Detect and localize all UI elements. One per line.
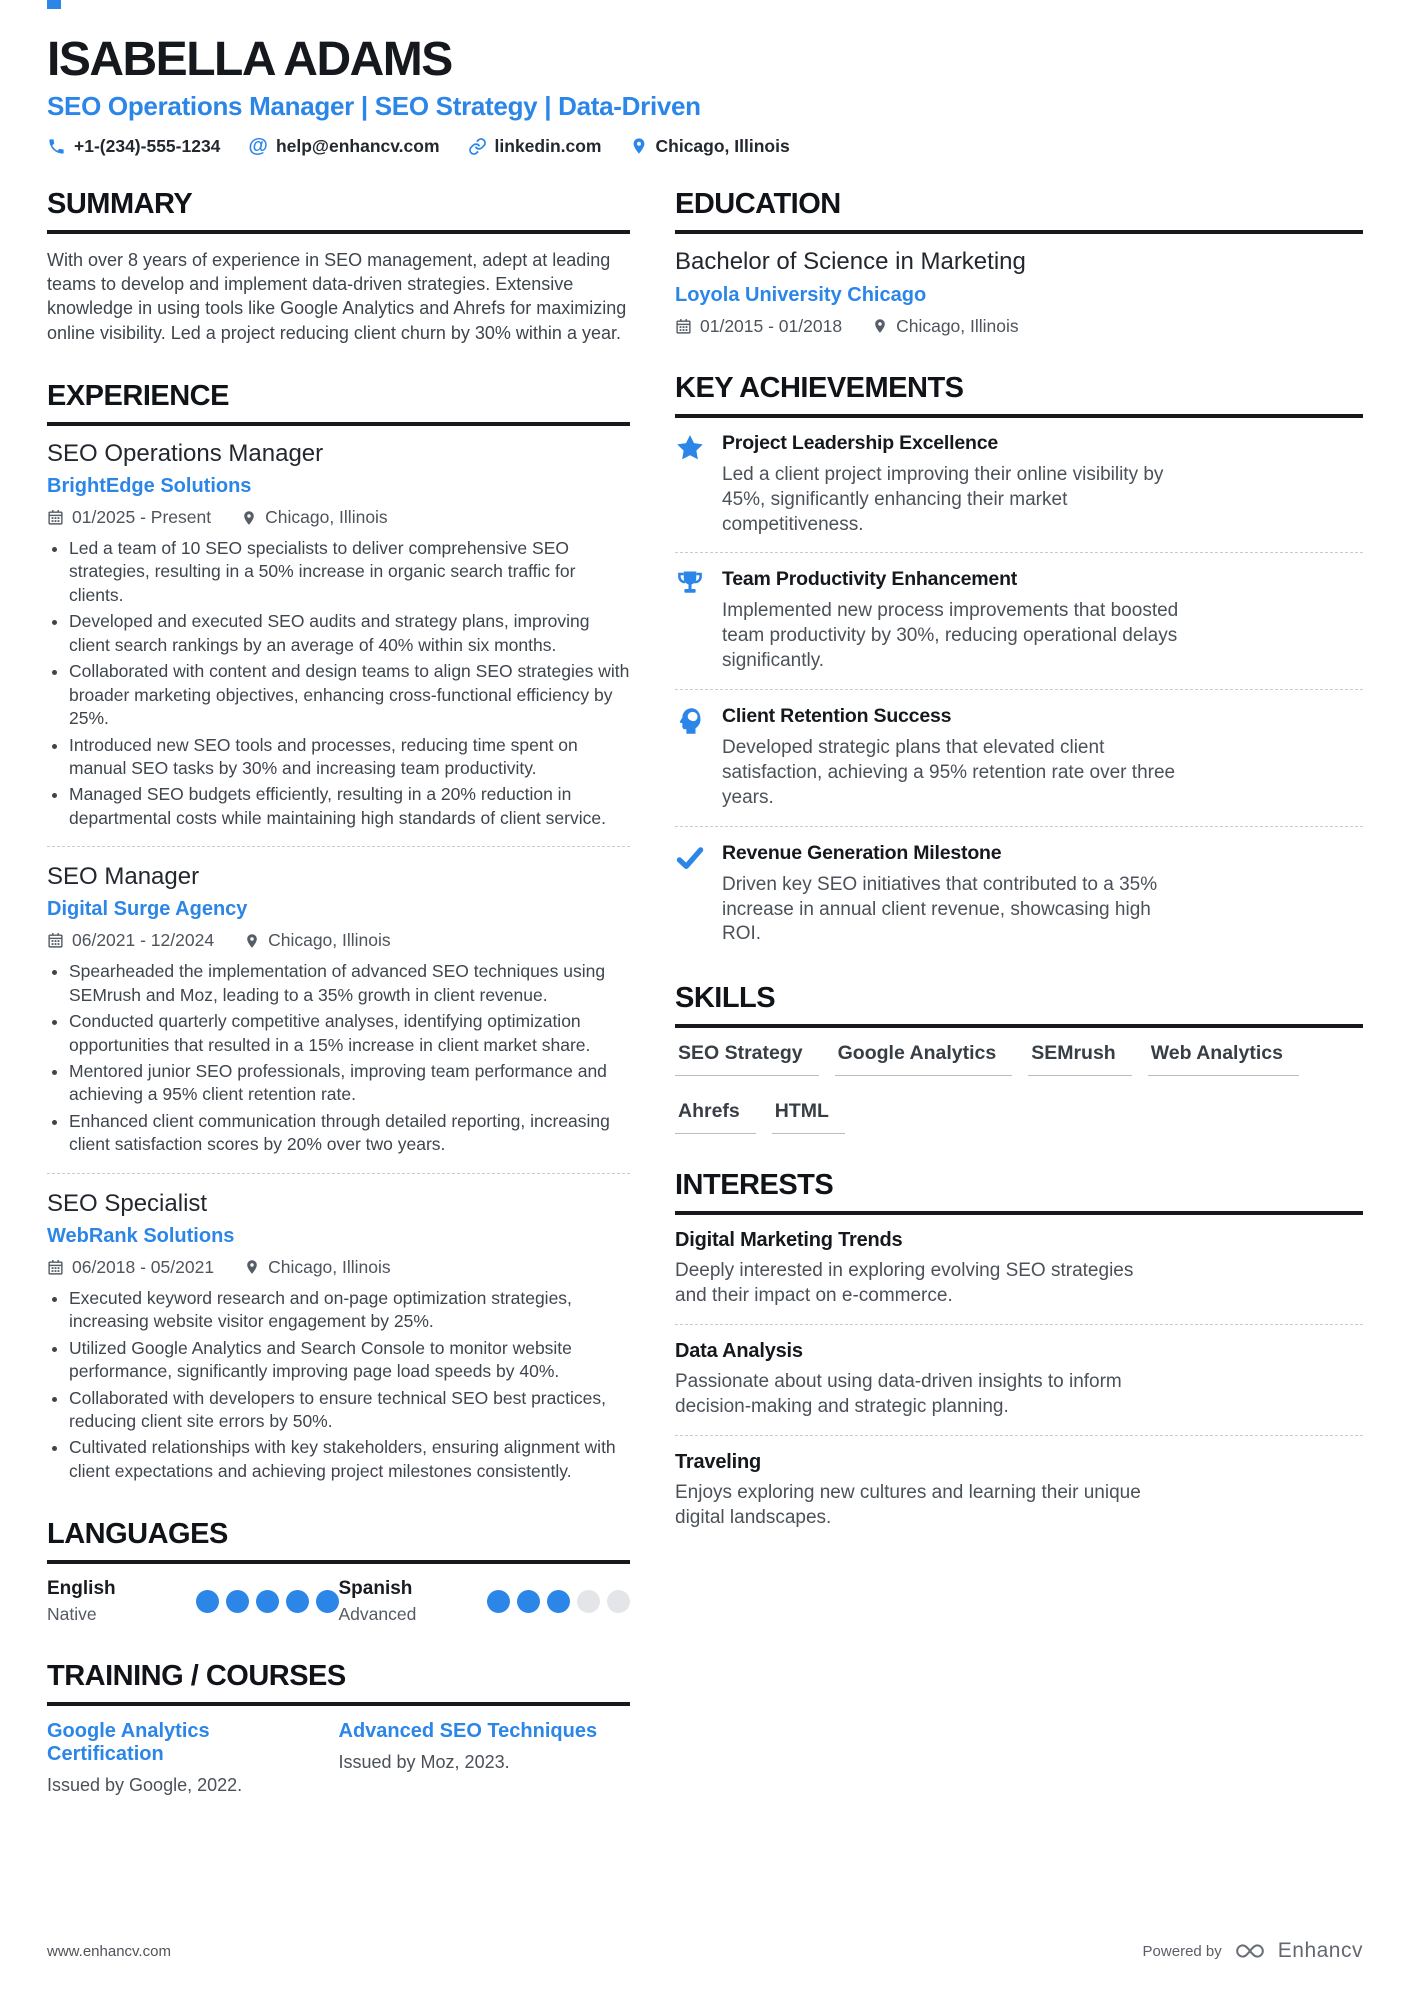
training-heading: TRAINING / COURSES [47,1660,630,1706]
languages-section [47,1518,630,1625]
languages-heading: LANGUAGES [47,1518,630,1564]
bullet: • Collaborated with developers to ensure technical SEO best practices, reducing client site errors by 50%. [69,1387,630,1434]
interest-title: Digital Marketing Trends [675,1229,903,1252]
job-location: Chicago, Illinois [268,1256,391,1277]
bullet: • Spearheaded the implementation of advanced SEO techniques using SEMrush and Moz, leading to a 35% growth in client revenue. [69,960,630,1007]
skill-tag: Google Analytics [835,1042,1013,1076]
header [47,34,1363,158]
experience-section [47,380,630,1483]
contact-link[interactable] [468,136,602,157]
achievement-title: Revenue Generation Milestone [722,841,1002,864]
bullet: • Cultivated relationships with key stakeholders, ensuring alignment with client expectations and achieving project milestones consistently. [69,1436,630,1483]
job-location: Chicago, Illinois [268,930,391,951]
location-pin-icon [244,1259,260,1275]
achievement-text: Driven key SEO initiatives that contributed to a 35% increase in annual client revenue, showcasing high ROI. [722,873,1158,945]
calendar-icon [47,509,64,526]
skill-tag: HTML [772,1100,845,1134]
right-column [675,188,1363,1831]
powered-by-label: Powered by [1142,1942,1222,1960]
course-title: Advanced SEO Techniques [338,1720,598,1743]
job-dates: 01/2025 - Present [72,507,212,528]
proficiency-dot [487,1590,510,1613]
enhancv-brand-text: Enhancv [1277,1939,1363,1962]
bullet: • Managed SEO budgets efficiently, resulting in a 20% reduction in departmental costs while maintaining high standards of client service. [69,783,630,830]
contact-row [47,135,1363,158]
phone-icon [47,137,66,156]
job-company: WebRank Solutions [47,1224,235,1247]
course-description: Issued by Moz, 2023. [338,1752,510,1773]
education-dates: 01/2015 - 01/2018 [700,315,843,336]
job-location: Chicago, Illinois [265,507,388,528]
powered-by[interactable] [1143,1937,1363,1965]
proficiency-dot [226,1590,249,1613]
phone-number: +1-(234)-555-1234 [74,135,221,156]
language-item [47,1578,339,1625]
bullet: • Led a team of 10 SEO specialists to deliver comprehensive SEO strategies, resulting in a 50% increase in organic search traffic for clients. [69,537,630,607]
at-icon: @ [248,134,268,157]
link-icon [468,137,487,156]
achievement-separator [675,689,1363,690]
summary-heading: SUMMARY [47,188,630,234]
job-company: BrightEdge Solutions [47,475,252,498]
job-title: SEO Manager [47,863,200,891]
bullet: • Developed and executed SEO audits and strategy plans, improving client search rankings by an average of 40% within six months. [69,610,630,657]
job-entry [47,1190,630,1484]
education-section [675,188,1363,337]
achievement-item [675,705,1363,811]
interest-title: Traveling [675,1450,762,1473]
school: Loyola University Chicago [675,283,927,306]
interest-text: Deeply interested in exploring evolving SEO strategies and their impact on e-commerce. [675,1260,1134,1307]
footer [47,1937,1363,1965]
calendar-icon [675,318,692,335]
language-level: Native [47,1604,97,1625]
location-pin-icon [241,510,257,526]
proficiency-dot [607,1590,630,1613]
job-dates: 06/2018 - 05/2021 [72,1256,215,1277]
interest-title: Data Analysis [675,1340,803,1363]
achievement-title: Project Leadership Excellence [722,431,998,454]
interests-heading: INTERESTS [675,1169,1363,1215]
job-separator [47,846,630,847]
skill-tag: SEMrush [1028,1042,1132,1076]
contact-location [630,136,790,157]
achievement-separator [675,552,1363,553]
person-name: ISABELLA ADAMS [47,33,452,86]
skill-tag: SEO Strategy [675,1042,819,1076]
achievement-item [675,432,1363,538]
education-location: Chicago, Illinois [896,315,1019,336]
job-entry [47,863,630,1157]
skills-heading: SKILLS [675,982,1363,1028]
contact-phone[interactable] [47,136,220,157]
proficiency-dot [316,1590,339,1613]
star-icon [675,432,705,538]
interest-text: Passionate about using data-driven insights to inform decision-making and strategic planning. [675,1371,1122,1417]
achievement-text: Led a client project improving their online visibility by 45%, significantly enhancing their market competitiveness. [722,463,1164,535]
location-pin-icon [244,933,260,949]
experience-heading: EXPERIENCE [47,380,630,426]
proficiency-dot [577,1590,600,1613]
link-text: linkedin.com [494,135,602,156]
location-text: Chicago, Illinois [655,135,790,156]
language-item [339,1578,631,1625]
achievements-section [675,372,1363,948]
course-item [339,1720,631,1796]
trophy-icon [675,568,705,674]
job-title: SEO Specialist [47,1189,208,1217]
language-level: Advanced [338,1604,417,1625]
language-name: English [47,1578,116,1600]
proficiency-dot [286,1590,309,1613]
bullet: • Enhanced client communication through detailed reporting, increasing client satisfaction scores by 20% over two years. [69,1110,630,1157]
course-item [47,1720,339,1796]
location-pin-icon [872,318,888,334]
bullet: • Collaborated with content and design teams to align SEO strategies with broader marketing objectives, enhancing cross-functional efficiency by 25%. [69,660,630,730]
language-proficiency-dots [196,1590,339,1613]
location-pin-icon [630,137,648,155]
left-column [47,188,630,1831]
bullet: • Conducted quarterly competitive analyses, identifying optimization opportunities that resulted in a 15% increase in client market share. [69,1010,630,1057]
job-entry [47,440,630,830]
job-title: SEO Operations Manager [47,440,324,468]
bullet: • Utilized Google Analytics and Search Console to monitor website performance, significantly improving page load speeds by 40%. [69,1337,630,1384]
job-bullets [47,537,630,830]
mind-icon [675,705,705,811]
interest-separator [675,1435,1363,1436]
proficiency-dot [256,1590,279,1613]
achievement-title: Team Productivity Enhancement [722,568,1018,591]
email-text: help@enhancv.com [275,135,440,156]
job-company: Digital Surge Agency [47,898,248,921]
interests-section [675,1169,1363,1530]
interest-item [675,1340,1363,1420]
skill-tag: Ahrefs [675,1100,756,1134]
achievement-item [675,568,1363,674]
language-proficiency-dots [487,1590,630,1613]
language-name: Spanish [338,1578,413,1600]
check-icon [675,842,705,948]
interest-item [675,1229,1363,1309]
achievement-text: Developed strategic plans that elevated client satisfaction, achieving a 95% retention rate over three years. [722,737,1176,808]
skills-list [675,1042,1363,1134]
achievement-separator [675,826,1363,827]
calendar-icon [47,1259,64,1276]
job-separator [47,1173,630,1174]
achievement-text: Implemented new process improvements that boosted team productivity by 30%, reducing operational delays significantly. [722,600,1179,672]
education-heading: EDUCATION [675,188,1363,234]
proficiency-dot [517,1590,540,1613]
achievement-title: Client Retention Success [722,705,952,728]
calendar-icon [47,932,64,949]
headline: SEO Operations Manager | SEO Strategy | Data-Driven [47,90,701,121]
proficiency-dot [196,1590,219,1613]
course-description: Issued by Google, 2022. [47,1775,243,1796]
interest-text: Enjoys exploring new cultures and learning their unique digital landscapes. [675,1481,1141,1528]
interest-item [675,1451,1363,1531]
achievement-item [675,842,1363,948]
bullet: • Executed keyword research and on-page optimization strategies, increasing website visitor engagement by 25%. [69,1287,630,1334]
contact-email[interactable] [248,135,439,158]
proficiency-dot [547,1590,570,1613]
skills-section [675,982,1363,1134]
enhancv-logo-icon [1232,1937,1268,1965]
job-dates: 06/2021 - 12/2024 [72,930,215,951]
footer-site-link[interactable]: www.enhancv.com [47,1942,171,1960]
bullet: • Introduced new SEO tools and processes, reducing time spent on manual SEO tasks by 30% and increasing team productivity. [69,734,630,781]
job-bullets [47,960,630,1157]
degree: Bachelor of Science in Marketing [675,247,1026,275]
interest-separator [675,1324,1363,1325]
bullet: • Mentored junior SEO professionals, improving team performance and achieving a 95% client retention rate. [69,1060,630,1107]
page-top-marker [47,0,61,9]
skill-tag: Web Analytics [1148,1042,1299,1076]
summary-section [47,188,630,345]
job-bullets [47,1287,630,1484]
summary-text: With over 8 years of experience in SEO management, adept at leading teams to develop and implement data-driven strategies. Extensive knowledge in using tools like Google Analytics and Ahrefs for maximizing online visibility. Led a project reducing client churn by 30% within a year. [47,249,627,343]
training-section [47,1660,630,1796]
achievements-heading: KEY ACHIEVEMENTS [675,372,1363,418]
course-title: Google Analytics Certification [47,1720,210,1766]
